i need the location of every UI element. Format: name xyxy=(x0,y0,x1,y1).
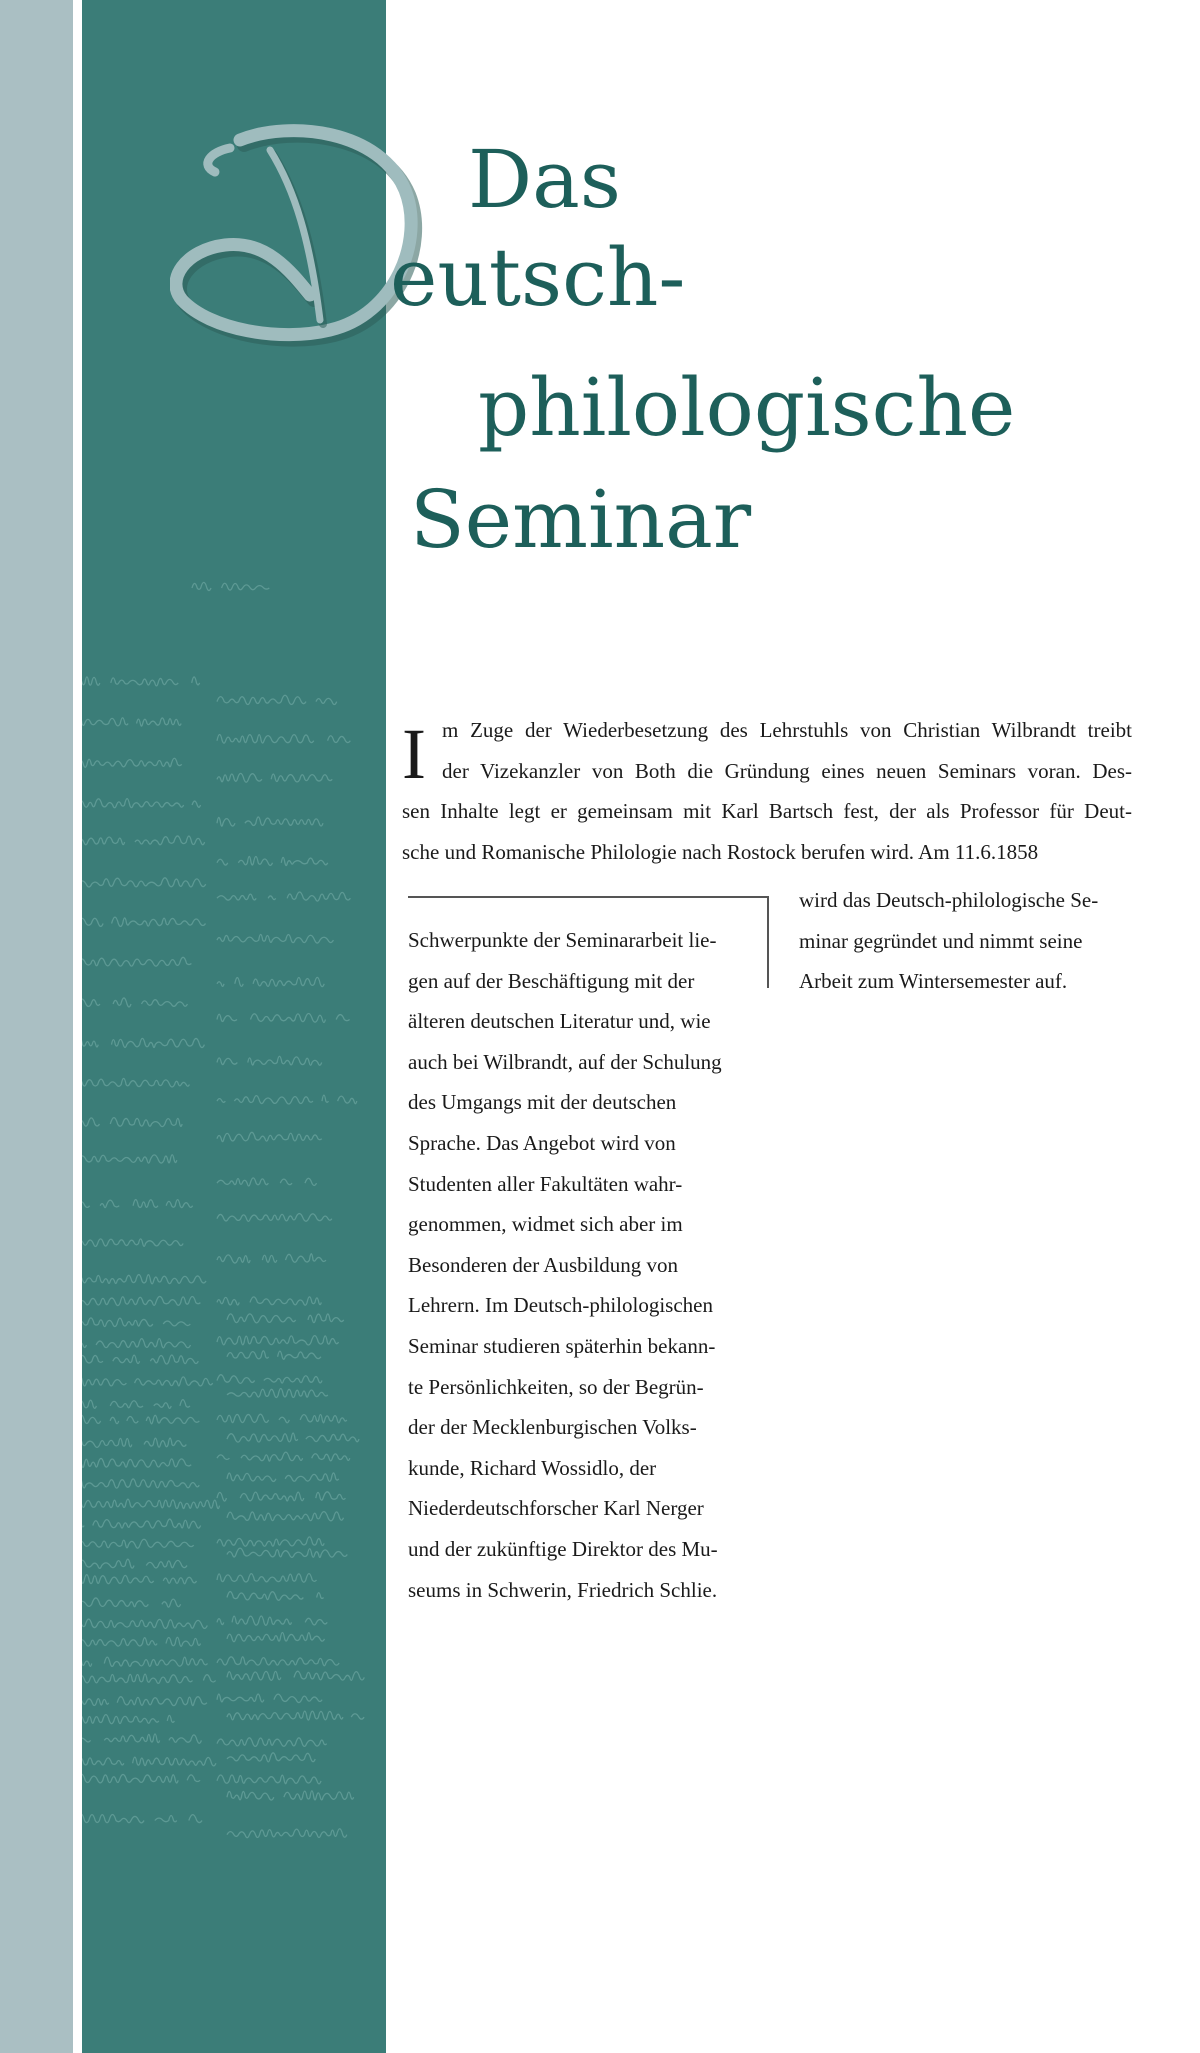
handwriting-stroke xyxy=(227,1711,372,1720)
handwriting-stroke xyxy=(217,1775,321,1784)
handwriting-stroke xyxy=(217,1014,361,1023)
handwriting-stroke xyxy=(217,1738,327,1747)
handwriting-stroke xyxy=(227,1512,357,1521)
text-line: Lehrern. Im Deutsch-philologischen xyxy=(408,1293,713,1318)
handwriting-stroke xyxy=(217,817,323,826)
handwriting-stroke xyxy=(217,1657,339,1666)
handwriting-stroke xyxy=(227,1548,347,1557)
handwriting-stroke xyxy=(82,1038,217,1047)
handwriting-stroke xyxy=(217,977,336,986)
text-line: des Umgangs mit der deutschen xyxy=(408,1090,677,1115)
handwriting-stroke xyxy=(217,1492,359,1501)
handwriting-stroke xyxy=(82,1575,207,1584)
text-line: minar gegründet und nimmt seine xyxy=(799,928,1083,953)
handwriting-stroke xyxy=(82,1539,194,1548)
handwriting-stroke xyxy=(82,1598,181,1607)
handwriting-stroke xyxy=(82,1339,191,1348)
handwriting-stroke xyxy=(217,1297,332,1305)
handwriting-stroke xyxy=(227,1314,344,1323)
handwriting-stroke xyxy=(82,1559,187,1568)
handwriting-stroke xyxy=(82,1674,216,1683)
handwriting-stroke xyxy=(82,1155,191,1163)
handwriting-stroke xyxy=(227,1829,347,1838)
handwriting-stroke xyxy=(82,799,201,808)
handwriting-stroke xyxy=(227,1351,321,1360)
handwriting-stroke xyxy=(82,1275,206,1284)
text-line: kunde, Richard Wossidlo, der xyxy=(408,1455,657,1480)
handwriting-stroke xyxy=(217,1095,357,1104)
handwriting-stroke xyxy=(82,1400,190,1409)
right-column-text xyxy=(799,880,1129,1002)
handwriting-stroke xyxy=(82,1814,202,1823)
text-line: gen auf der Beschäftigung mit der xyxy=(408,968,695,993)
left-column-text xyxy=(408,920,755,1610)
handwriting-stroke xyxy=(217,1178,317,1186)
title-line-deutsch: eutsch- xyxy=(390,231,686,324)
handwriting-stroke xyxy=(217,1537,324,1546)
handwriting-stroke xyxy=(82,1715,187,1724)
text-line: Besonderen der Ausbildung von xyxy=(408,1252,679,1277)
handwriting-stroke xyxy=(82,1318,190,1327)
handwriting-stroke xyxy=(82,1774,200,1783)
handwriting-stroke xyxy=(217,934,343,943)
handwriting-stroke xyxy=(217,1452,350,1461)
handwriting-stroke xyxy=(217,892,350,901)
title-line-seminar: Seminar xyxy=(410,473,752,566)
handwriting-stroke xyxy=(227,1473,339,1482)
handwriting-stroke xyxy=(217,1132,322,1141)
intro-line: sen Inhalte legt er gemeinsam mit Karl Bartsch fest, der als Professor für Deut- xyxy=(402,799,1132,824)
handwriting-stroke xyxy=(82,677,200,686)
text-line: Studenten aller Fakultäten wahr- xyxy=(408,1171,683,1196)
handwriting-stroke xyxy=(217,1336,351,1345)
handwriting-stroke xyxy=(217,1694,322,1703)
text-line: Seminar studieren späterhin bekann- xyxy=(408,1333,716,1358)
handwriting-stroke xyxy=(217,856,339,865)
handwriting-stroke xyxy=(82,1296,200,1305)
handwriting-stroke xyxy=(82,717,194,726)
text-line: Sprache. Das Angebot wird von xyxy=(408,1130,676,1155)
title-line-das: Das xyxy=(468,133,621,226)
handwriting-stroke xyxy=(82,1657,222,1666)
text-line: genommen, widmet sich aber im xyxy=(408,1212,683,1237)
intro-paragraph xyxy=(402,710,1132,872)
title-line-philologische: philologische xyxy=(478,361,1016,454)
handwriting-stroke xyxy=(217,1414,347,1423)
text-line: seums in Schwerin, Friedrich Schlie. xyxy=(408,1577,718,1602)
handwriting-stroke xyxy=(82,1458,191,1467)
handwriting-stroke xyxy=(227,1753,328,1762)
handwriting-stroke xyxy=(217,1214,332,1222)
frame-rule-horizontal xyxy=(408,896,768,898)
handwriting-stroke xyxy=(227,1791,363,1800)
handwriting-stroke xyxy=(82,1438,186,1447)
text-line: wird das Deutsch-philologische Se- xyxy=(799,888,1099,912)
handwriting-stroke xyxy=(82,1697,207,1706)
handwriting-stroke xyxy=(82,917,206,926)
handwriting-stroke xyxy=(217,1574,317,1583)
handwriting-stroke xyxy=(82,1499,220,1508)
handwriting-stroke xyxy=(217,1056,322,1065)
text-line: älteren deutschen Literatur und, wie xyxy=(408,1009,711,1034)
handwriting-stroke xyxy=(217,1254,326,1263)
handwriting-stroke xyxy=(82,1239,195,1247)
handwriting-stroke xyxy=(82,1355,198,1364)
handwriting-stroke xyxy=(82,1637,201,1646)
handwriting-stroke xyxy=(82,1757,216,1766)
drop-cap: I xyxy=(402,714,426,794)
handwriting-stroke xyxy=(82,957,191,966)
handwriting-stroke xyxy=(217,1616,327,1625)
handwriting-stroke xyxy=(82,1415,199,1424)
handwriting-stroke xyxy=(192,582,269,590)
handwriting-stroke xyxy=(82,1377,213,1386)
frame-rule-vertical xyxy=(767,896,769,988)
handwriting-stroke xyxy=(227,1433,359,1442)
text-line: te Persönlichkeiten, so der Begrün- xyxy=(408,1374,704,1399)
handwriting-stroke xyxy=(217,1375,334,1384)
text-line: Schwerpunkte der Seminararbeit lie- xyxy=(408,928,717,952)
intro-line: m Zuge der Wiederbesetzung des Lehrstuhls von Christian Wilbrandt treibt xyxy=(442,718,1132,742)
handwriting-stroke xyxy=(82,998,187,1007)
grey-margin-strip xyxy=(0,0,73,2053)
text-line: auch bei Wilbrandt, auf der Schulung xyxy=(408,1049,722,1074)
intro-line: der Vizekanzler von Both die Gründung eines neuen Seminars voran. Des- xyxy=(442,758,1132,783)
handwriting-stroke xyxy=(82,836,205,845)
handwriting-stroke xyxy=(227,1592,337,1601)
handwriting-stroke xyxy=(82,758,182,767)
text-line: der der Mecklenburgischen Volks- xyxy=(408,1415,697,1440)
handwriting-stroke xyxy=(217,695,347,704)
handwriting-stroke xyxy=(82,1619,207,1628)
handwriting-stroke xyxy=(227,1671,364,1680)
text-line: Niederdeutschforscher Karl Nerger xyxy=(408,1496,704,1521)
handwriting-stroke xyxy=(82,1734,201,1743)
handwriting-stroke xyxy=(82,878,206,887)
handwriting-stroke xyxy=(82,1479,199,1488)
handwriting-stroke xyxy=(227,1389,328,1398)
intro-line: sche und Romanische Philologie nach Rostock berufen wird. Am 11.6.1858 xyxy=(402,839,1039,864)
text-line: und der zukünftige Direktor des Mu- xyxy=(408,1536,718,1561)
handwriting-stroke xyxy=(82,1078,189,1087)
handwriting-stroke xyxy=(82,1519,201,1528)
handwriting-stroke xyxy=(217,773,332,782)
text-line: Arbeit zum Wintersemester auf. xyxy=(799,969,1068,994)
handwriting-stroke xyxy=(227,1633,325,1642)
handwriting-stroke xyxy=(82,1200,193,1208)
handwriting-stroke xyxy=(82,1118,194,1127)
handwriting-stroke xyxy=(217,735,350,744)
